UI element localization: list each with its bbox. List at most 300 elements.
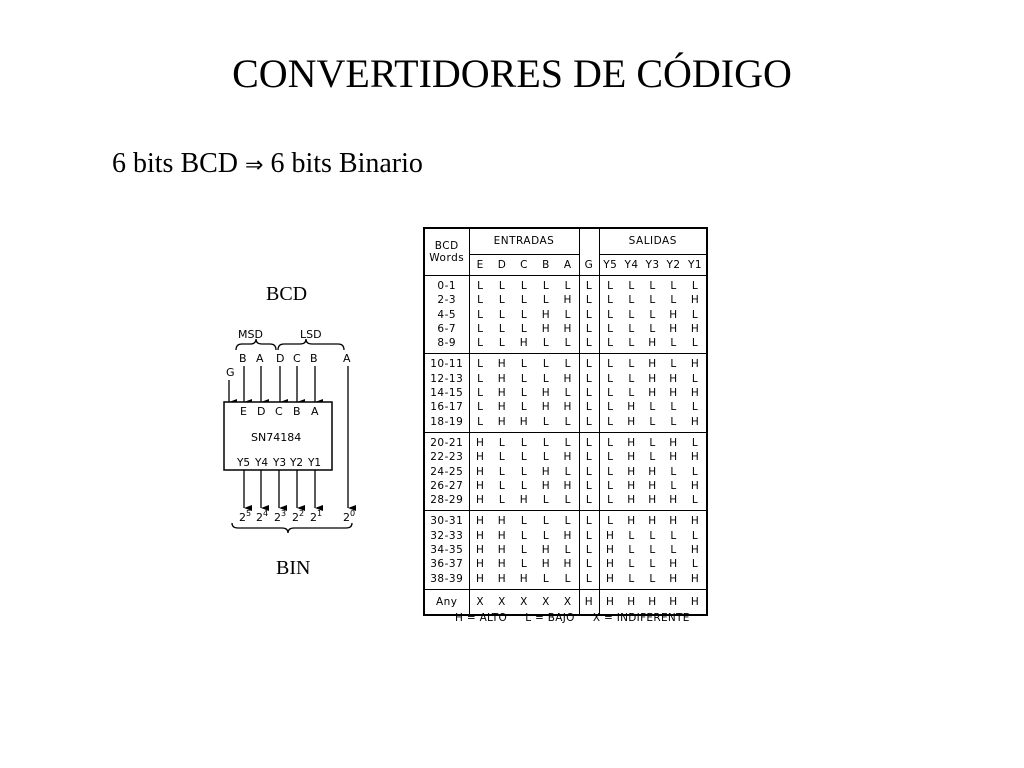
- logic-cell: L: [579, 493, 599, 511]
- logic-cell: H: [690, 479, 700, 492]
- logic-cell: L: [649, 436, 656, 449]
- output-weight: $2^2$: [292, 509, 305, 524]
- enable-label: G: [226, 366, 235, 379]
- logic-cell: L: [691, 372, 699, 385]
- logic-cell: L: [557, 511, 579, 529]
- logic-cell: L: [607, 479, 614, 492]
- logic-cell: H: [690, 294, 700, 307]
- logic-cell: L: [628, 322, 635, 335]
- logic-cell: H: [497, 572, 507, 585]
- pin-output-label: Y2: [290, 457, 304, 469]
- logic-cell: L: [542, 572, 550, 585]
- logic-cell: L: [557, 386, 579, 400]
- logic-cell: L: [477, 387, 484, 400]
- logic-cell: H: [541, 387, 551, 400]
- logic-cell: L: [579, 322, 599, 336]
- table-row: [424, 543, 707, 557]
- logic-cell: H: [557, 400, 579, 414]
- logic-cell: H: [669, 387, 678, 400]
- table-row: [424, 308, 707, 322]
- column-header: D: [497, 258, 507, 271]
- logic-cell: L: [607, 294, 614, 307]
- input-letter: C: [293, 352, 301, 365]
- logic-cell: L: [477, 337, 484, 350]
- logic-cell: L: [691, 401, 699, 414]
- logic-cell: H: [541, 322, 551, 335]
- logic-cell: L: [628, 572, 635, 585]
- logic-cell: L: [607, 436, 614, 449]
- logic-cell: L: [520, 436, 528, 449]
- logic-cell: L: [520, 358, 528, 371]
- logic-cell: L: [579, 400, 599, 414]
- logic-cell: L: [498, 479, 506, 492]
- logic-cell: L: [542, 372, 550, 385]
- logic-cell: H: [627, 479, 636, 492]
- table-row: [424, 322, 707, 336]
- logic-cell: H: [627, 436, 636, 449]
- table-row: [424, 354, 707, 372]
- logic-cell: L: [628, 280, 635, 292]
- column-header: Y5: [603, 258, 618, 271]
- logic-cell: H: [497, 372, 507, 385]
- logic-cell: L: [477, 308, 484, 321]
- bcd-word-cell: 18-19: [424, 415, 469, 433]
- bcd-word-cell: 16-17: [424, 400, 469, 414]
- logic-cell: L: [520, 280, 528, 292]
- logic-cell: L: [557, 572, 579, 590]
- logic-cell: H: [606, 558, 615, 571]
- table-row: [424, 276, 707, 294]
- logic-cell: L: [691, 494, 699, 507]
- logic-cell: L: [579, 372, 599, 386]
- logic-cell: L: [579, 276, 599, 294]
- pin-output-label: Y3: [273, 457, 287, 469]
- table-row: [424, 336, 707, 354]
- column-header: Y2: [666, 258, 681, 271]
- bcd-word-cell: 28-29: [424, 493, 469, 511]
- logic-cell: L: [579, 354, 599, 372]
- sn74184-block-diagram: [218, 322, 368, 534]
- row-group: [424, 276, 707, 354]
- logic-cell: L: [579, 386, 599, 400]
- row-group: [424, 511, 707, 589]
- logic-cell: L: [542, 515, 550, 528]
- bcd-word-cell: 6-7: [424, 322, 469, 336]
- output-weight: $2^3$: [274, 509, 287, 524]
- logic-cell: L: [628, 358, 635, 371]
- logic-cell: H: [648, 479, 657, 492]
- bcd-word-cell: 30-31: [424, 511, 469, 529]
- logic-cell: L: [557, 465, 579, 479]
- logic-cell: L: [670, 401, 677, 414]
- bcd-word-cell: 26-27: [424, 479, 469, 493]
- row-group: [424, 432, 707, 510]
- logic-cell: L: [498, 451, 506, 464]
- logic-cell: L: [579, 450, 599, 464]
- logic-cell: L: [691, 529, 699, 542]
- bcd-word-cell: 20-21: [424, 432, 469, 450]
- logic-cell: L: [670, 358, 677, 371]
- logic-cell: X: [520, 595, 528, 608]
- logic-cell: L: [649, 451, 656, 464]
- logic-cell: L: [649, 308, 656, 321]
- logic-cell: H: [476, 515, 485, 528]
- logic-cell: H: [557, 479, 579, 493]
- column-header: G: [579, 255, 599, 276]
- logic-cell: H: [669, 436, 678, 449]
- logic-cell: H: [497, 401, 507, 414]
- logic-cell: X: [557, 589, 579, 615]
- logic-cell: L: [649, 415, 656, 428]
- logic-cell: L: [579, 336, 599, 354]
- logic-cell: H: [497, 415, 507, 428]
- logic-cell: H: [669, 308, 678, 321]
- bcd-word-cell: 14-15: [424, 386, 469, 400]
- logic-cell: L: [520, 294, 528, 307]
- slide-title: CONVERTIDORES DE CÓDIGO: [232, 51, 792, 96]
- logic-cell: H: [557, 450, 579, 464]
- logic-cell: L: [670, 544, 677, 557]
- logic-cell: L: [579, 479, 599, 493]
- salidas-header: SALIDAS: [599, 228, 707, 255]
- logic-cell: H: [497, 515, 507, 528]
- logic-cell: L: [607, 280, 614, 292]
- logic-cell: H: [497, 358, 507, 371]
- logic-cell: L: [520, 515, 528, 528]
- logic-cell: H: [627, 515, 636, 528]
- table-row: [424, 372, 707, 386]
- logic-cell: L: [691, 558, 699, 571]
- table-row: [424, 572, 707, 590]
- pin-output-label: Y5: [237, 457, 251, 469]
- implies-arrow-icon: ⇒: [245, 153, 264, 178]
- logic-cell: L: [498, 322, 506, 335]
- pin-output-label: Y4: [255, 457, 269, 469]
- bcd-word-cell: 34-35: [424, 543, 469, 557]
- logic-cell: L: [477, 401, 484, 414]
- bin-label: BIN: [276, 557, 311, 579]
- logic-cell: L: [579, 415, 599, 433]
- logic-cell: H: [519, 494, 529, 507]
- logic-cell: L: [649, 544, 656, 557]
- logic-cell: H: [648, 358, 657, 371]
- bcd-word-cell: 8-9: [424, 336, 469, 354]
- logic-cell: L: [607, 308, 614, 321]
- logic-cell: H: [690, 515, 700, 528]
- logic-cell: L: [691, 280, 699, 292]
- input-letter: A: [256, 352, 264, 365]
- logic-cell: L: [520, 465, 528, 478]
- logic-cell: L: [628, 294, 635, 307]
- logic-cell: H: [497, 529, 507, 542]
- logic-cell: L: [670, 280, 677, 292]
- logic-cell: L: [579, 432, 599, 450]
- logic-cell: H: [557, 372, 579, 386]
- logic-cell: L: [607, 337, 614, 350]
- logic-cell: H: [519, 572, 529, 585]
- output-weight: $2^5$: [239, 509, 252, 524]
- logic-cell: L: [607, 515, 614, 528]
- logic-cell: H: [690, 451, 700, 464]
- logic-cell: L: [498, 280, 506, 292]
- logic-cell: H: [627, 465, 636, 478]
- logic-cell: H: [497, 387, 507, 400]
- logic-cell: H: [541, 465, 551, 478]
- logic-cell: L: [498, 337, 506, 350]
- logic-cell: L: [691, 337, 699, 350]
- logic-cell: H: [669, 494, 678, 507]
- logic-cell: L: [607, 401, 614, 414]
- logic-cell: L: [649, 572, 656, 585]
- column-header: Y1: [687, 258, 703, 271]
- bcd-word-cell: 32-33: [424, 529, 469, 543]
- logic-cell: X: [498, 595, 506, 608]
- logic-cell: L: [477, 415, 484, 428]
- logic-cell: H: [648, 387, 657, 400]
- logic-cell: L: [649, 322, 656, 335]
- logic-cell: L: [670, 294, 677, 307]
- logic-cell: H: [476, 494, 485, 507]
- column-header: A: [557, 255, 579, 276]
- logic-cell: H: [557, 529, 579, 543]
- logic-cell: H: [648, 515, 657, 528]
- table-row: [424, 557, 707, 571]
- logic-cell: L: [628, 372, 635, 385]
- logic-cell: L: [520, 322, 528, 335]
- logic-cell: H: [557, 293, 579, 307]
- bcd-word-cell: 38-39: [424, 572, 469, 590]
- logic-cell: L: [670, 479, 677, 492]
- pin-input-label: C: [275, 405, 283, 418]
- logic-cell: H: [497, 558, 507, 571]
- logic-cell: L: [542, 294, 550, 307]
- logic-cell: L: [649, 294, 656, 307]
- logic-cell: H: [519, 415, 529, 428]
- logic-cell: L: [477, 280, 484, 292]
- logic-cell: H: [627, 415, 636, 428]
- table-row: [424, 529, 707, 543]
- column-header: C: [520, 258, 528, 271]
- logic-cell: L: [670, 529, 677, 542]
- logic-cell: H: [519, 337, 529, 350]
- logic-cell: L: [542, 337, 550, 350]
- logic-cell: H: [669, 372, 678, 385]
- logic-cell: L: [520, 479, 528, 492]
- table-row: [424, 432, 707, 450]
- logic-cell: H: [648, 337, 657, 350]
- logic-cell: L: [607, 358, 614, 371]
- input-letter: B: [310, 352, 318, 365]
- logic-cell: L: [607, 372, 614, 385]
- table-row: [424, 450, 707, 464]
- logic-cell: H: [541, 308, 551, 321]
- logic-cell: H: [669, 515, 678, 528]
- logic-cell: H: [606, 529, 615, 542]
- logic-cell: H: [541, 401, 551, 414]
- table-row: [424, 293, 707, 307]
- logic-cell: L: [579, 572, 599, 590]
- bcd-word-cell: 22-23: [424, 450, 469, 464]
- bcd-word-cell: 2-3: [424, 293, 469, 307]
- logic-cell: L: [520, 529, 528, 542]
- output-weight: $2^4$: [256, 509, 269, 524]
- logic-cell: L: [557, 543, 579, 557]
- logic-cell: L: [628, 558, 635, 571]
- pin-input-label: D: [257, 405, 266, 418]
- logic-cell: H: [476, 529, 485, 542]
- bcd-word-cell: 4-5: [424, 308, 469, 322]
- logic-cell: L: [542, 451, 550, 464]
- bcd-word-cell: 24-25: [424, 465, 469, 479]
- logic-cell: L: [498, 465, 506, 478]
- logic-cell: H: [557, 322, 579, 336]
- logic-cell: L: [520, 372, 528, 385]
- logic-cell: L: [670, 465, 677, 478]
- logic-cell: L: [607, 322, 614, 335]
- bcd-words-header: BCD Words: [424, 228, 469, 276]
- logic-cell: H: [497, 544, 507, 557]
- bcd-word-cell: Any: [424, 589, 469, 615]
- logic-cell: H: [606, 595, 615, 608]
- logic-cell: L: [579, 529, 599, 543]
- table-row: [424, 415, 707, 433]
- chip-name: SN74184: [251, 431, 302, 444]
- logic-cell: L: [670, 337, 677, 350]
- logic-cell: L: [542, 415, 550, 428]
- logic-cell: L: [557, 493, 579, 511]
- input-letter: A: [343, 352, 351, 365]
- logic-cell: X: [476, 595, 485, 608]
- logic-cell: H: [606, 572, 615, 585]
- logic-cell: L: [520, 544, 528, 557]
- input-letter: B: [239, 352, 247, 365]
- logic-cell: H: [541, 558, 551, 571]
- logic-cell: H: [648, 494, 657, 507]
- bcd-word-cell: 10-11: [424, 354, 469, 372]
- logic-cell: L: [520, 308, 528, 321]
- column-header: E: [476, 258, 484, 271]
- logic-cell: L: [579, 293, 599, 307]
- table-row: [424, 465, 707, 479]
- column-header: Y4: [624, 258, 639, 271]
- bcd-label: BCD: [266, 283, 308, 305]
- input-letter: D: [276, 352, 285, 365]
- logic-cell: L: [542, 280, 550, 292]
- logic-cell: L: [498, 436, 506, 449]
- logic-cell: L: [557, 432, 579, 450]
- msd-label: MSD: [238, 328, 263, 341]
- logic-cell: L: [579, 465, 599, 479]
- logic-cell: H: [690, 415, 700, 428]
- pin-input-label: A: [311, 405, 319, 418]
- logic-cell: H: [627, 595, 636, 608]
- logic-cell: L: [542, 529, 550, 542]
- logic-cell: H: [476, 544, 485, 557]
- logic-cell: H: [669, 322, 678, 335]
- table-row: [424, 479, 707, 493]
- logic-cell: H: [476, 451, 485, 464]
- logic-cell: L: [557, 276, 579, 294]
- logic-cell: L: [579, 511, 599, 529]
- logic-cell: L: [557, 354, 579, 372]
- table-row: [424, 400, 707, 414]
- logic-cell: L: [670, 415, 677, 428]
- slide-subtitle: [112, 144, 423, 186]
- logic-cell: L: [691, 436, 699, 449]
- subtitle-left: 6 bits BCD: [112, 148, 239, 179]
- pin-output-label: Y1: [308, 457, 322, 469]
- logic-cell: H: [627, 451, 636, 464]
- logic-cell: L: [542, 358, 550, 371]
- logic-cell: L: [498, 294, 506, 307]
- logic-cell: H: [669, 451, 678, 464]
- entradas-header: ENTRADAS: [469, 228, 579, 255]
- logic-cell: L: [649, 401, 656, 414]
- logic-cell: L: [691, 465, 699, 478]
- logic-cell: H: [476, 572, 485, 585]
- logic-cell: H: [690, 322, 700, 335]
- logic-cell: H: [690, 595, 700, 608]
- column-header: Y3: [645, 258, 660, 271]
- logic-cell: L: [607, 387, 614, 400]
- logic-cell: L: [520, 387, 528, 400]
- logic-cell: H: [669, 558, 678, 571]
- logic-cell: L: [628, 544, 635, 557]
- logic-cell: H: [669, 595, 678, 608]
- logic-cell: L: [557, 336, 579, 354]
- logic-cell: H: [627, 494, 636, 507]
- logic-cell: L: [477, 294, 484, 307]
- logic-cell: H: [648, 595, 657, 608]
- lsd-label: LSD: [300, 328, 322, 341]
- logic-cell: H: [476, 558, 485, 571]
- bin-brace: [232, 523, 352, 533]
- logic-cell: L: [579, 557, 599, 571]
- logic-cell: L: [607, 451, 614, 464]
- output-weight: $2^1$: [310, 509, 323, 524]
- logic-cell: H: [690, 358, 700, 371]
- logic-cell: L: [649, 529, 656, 542]
- logic-cell: H: [669, 572, 678, 585]
- subtitle-right: 6 bits Binario: [270, 148, 423, 179]
- logic-cell: L: [649, 280, 656, 292]
- logic-cell: H: [579, 589, 599, 615]
- logic-cell: H: [557, 557, 579, 571]
- logic-cell: L: [477, 372, 484, 385]
- output-weight: $2^0$: [343, 509, 356, 524]
- logic-cell: L: [628, 387, 635, 400]
- logic-cell: H: [476, 465, 485, 478]
- table-row: [424, 386, 707, 400]
- logic-cell: L: [579, 308, 599, 322]
- table-row: [424, 511, 707, 529]
- logic-cell: L: [557, 308, 579, 322]
- logic-cell: L: [557, 415, 579, 433]
- pin-input-label: E: [240, 405, 247, 418]
- logic-cell: H: [476, 479, 485, 492]
- table-row: [424, 493, 707, 511]
- logic-cell: L: [607, 415, 614, 428]
- logic-cell: L: [691, 308, 699, 321]
- logic-cell: L: [579, 543, 599, 557]
- logic-cell: L: [607, 465, 614, 478]
- logic-cell: L: [542, 494, 550, 507]
- logic-cell: H: [627, 401, 636, 414]
- logic-cell: H: [541, 479, 551, 492]
- logic-cell: L: [628, 308, 635, 321]
- logic-cell: L: [520, 558, 528, 571]
- logic-cell: H: [476, 436, 485, 449]
